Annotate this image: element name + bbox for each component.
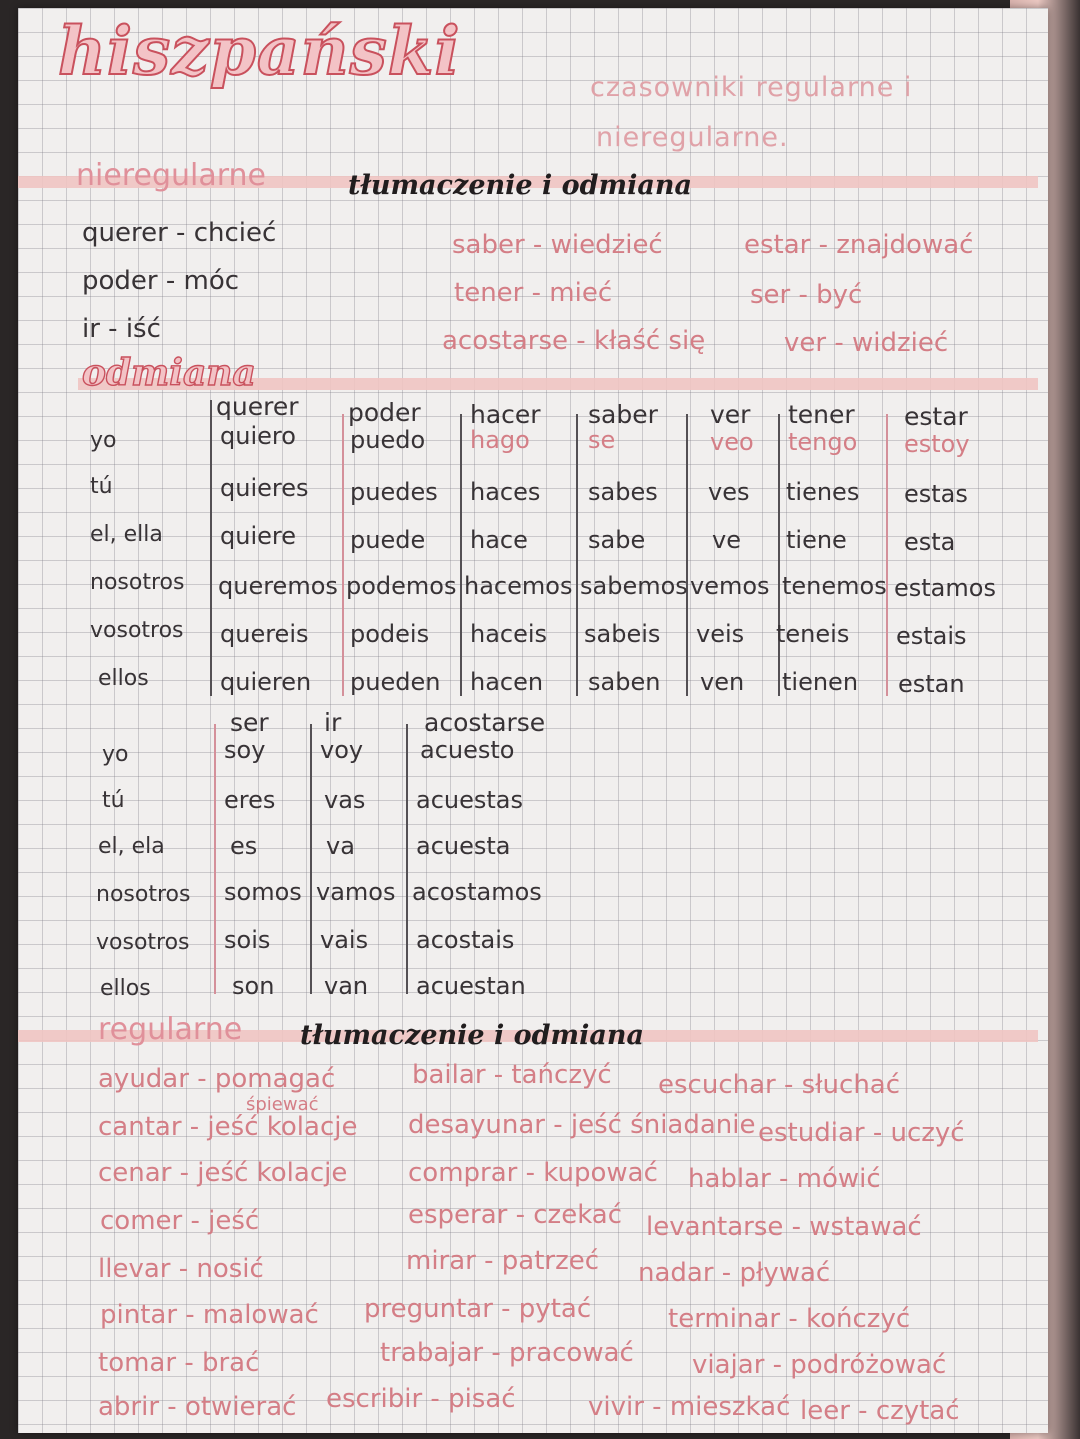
table1-cell: sabes	[588, 478, 658, 506]
table1-divider	[686, 414, 688, 696]
table1-cell: sabe	[588, 526, 646, 554]
table1-header: tener	[788, 400, 855, 429]
vocab-item: escribir - pisać	[326, 1384, 516, 1414]
vocab-item: estudiar - uczyć	[758, 1118, 965, 1148]
table1-cell: veo	[710, 428, 754, 456]
table2-header: ir	[324, 708, 342, 737]
vocab-item: preguntar - pytać	[364, 1294, 592, 1324]
table2-cell: eres	[224, 786, 276, 814]
table1-divider	[886, 414, 888, 696]
table1-cell: estoy	[904, 430, 970, 458]
table1-cell: esta	[904, 528, 956, 556]
table1-divider	[210, 400, 212, 696]
pronoun-tu: tú	[90, 474, 113, 499]
table2-cell: acuestan	[416, 972, 526, 1000]
table1-cell: tienes	[786, 478, 860, 506]
table1-cell: estamos	[894, 574, 996, 602]
vocab-item: mirar - patrzeć	[406, 1246, 600, 1276]
vocab-saber: saber - wiedzieć	[452, 230, 663, 260]
table2-cell: vais	[320, 926, 369, 954]
vocab-item: esperar - czekać	[408, 1200, 623, 1230]
vocab-item: ayudar - pomagać	[98, 1064, 336, 1094]
table1-cell: hace	[470, 526, 528, 554]
table1-cell: estais	[896, 622, 967, 650]
vocab-correction: śpiewać	[246, 1094, 319, 1115]
pronoun-yo: yo	[102, 742, 129, 767]
table2-cell: son	[232, 972, 275, 1000]
irregular-heading: tłumaczenie i odmiana	[348, 170, 692, 201]
table2-header: acostarse	[424, 708, 546, 737]
table1-cell: ven	[700, 668, 745, 696]
table1-divider	[342, 414, 344, 696]
vocab-item: viajar - podróżować	[692, 1350, 947, 1380]
page-title: hiszpański	[58, 12, 461, 90]
table1-cell: tiene	[786, 526, 847, 554]
table2-divider	[310, 724, 312, 994]
table1-divider	[576, 414, 578, 696]
table1-cell: quieres	[220, 474, 309, 502]
table2-cell: acostamos	[412, 878, 542, 906]
table1-header: estar	[904, 402, 968, 431]
table1-header: ver	[710, 400, 751, 429]
table1-cell: queremos	[218, 572, 338, 600]
pronoun-el: el, ela	[98, 834, 165, 859]
vocab-poder: poder - móc	[82, 266, 240, 296]
subtitle-line-1: czasowniki regularne i	[590, 72, 913, 103]
table2-cell: vamos	[316, 878, 396, 906]
table1-cell: pueden	[350, 668, 441, 696]
table1-cell: tenemos	[782, 572, 887, 600]
table2-cell: va	[326, 832, 355, 860]
vocab-item: tomar - brać	[98, 1348, 260, 1378]
table1-cell: veis	[696, 620, 745, 648]
table1-cell: puede	[350, 526, 426, 554]
table1-cell: puedo	[350, 426, 426, 454]
table1-cell: tienen	[782, 668, 859, 696]
pronoun-ellos: ellos	[98, 666, 149, 691]
vocab-querer: querer - chcieć	[82, 218, 277, 248]
table1-cell: quiero	[220, 422, 296, 450]
irregular-label: nieregularne	[76, 158, 266, 193]
table1-cell: tengo	[788, 428, 858, 456]
table2-cell: somos	[224, 878, 302, 906]
vocab-item: desayunar - jeść śniadanie	[408, 1110, 756, 1140]
vocab-item: nadar - pływać	[638, 1258, 831, 1288]
subtitle-line-2: nieregularne.	[596, 122, 789, 153]
vocab-item: leer - czytać	[800, 1396, 960, 1426]
vocab-tener: tener - mieć	[454, 278, 613, 308]
vocab-item: cantar - jeść kolacje	[98, 1112, 358, 1142]
pronoun-vosotros: vosotros	[90, 618, 184, 643]
table1-cell: hago	[470, 426, 530, 454]
table1-cell: ve	[712, 526, 741, 554]
table1-cell: teneis	[776, 620, 850, 648]
vocab-ir: ir - iść	[82, 314, 161, 344]
vocab-item: levantarse - wstawać	[646, 1212, 922, 1242]
table2-cell: acuestas	[416, 786, 524, 814]
vocab-item: cenar - jeść kolacje	[98, 1158, 348, 1188]
vocab-item: escuchar - słuchać	[658, 1070, 901, 1100]
table2-cell: acuesta	[416, 832, 511, 860]
table1-cell: podemos	[346, 572, 457, 600]
table2-cell: soy	[224, 736, 266, 764]
table1-cell: sabemos	[580, 572, 688, 600]
table1-cell: sabeis	[584, 620, 661, 648]
table1-cell: podeis	[350, 620, 430, 648]
table1-divider	[460, 414, 462, 696]
table1-cell: hacen	[470, 668, 544, 696]
odmiana-label: odmiana	[82, 352, 256, 394]
table2-cell: acostais	[416, 926, 515, 954]
table1-cell: quereis	[220, 620, 309, 648]
vocab-item: comer - jeść	[100, 1206, 260, 1236]
regular-heading: tłumaczenie i odmiana	[300, 1020, 644, 1051]
table1-cell: ves	[708, 478, 750, 506]
table1-divider	[778, 414, 780, 696]
table2-cell: vas	[324, 786, 366, 814]
vocab-ver: ver - widzieć	[784, 328, 949, 358]
table2-cell: sois	[224, 926, 271, 954]
table1-cell: quiere	[220, 522, 296, 550]
table1-cell: vemos	[690, 572, 770, 600]
table2-header: ser	[230, 708, 269, 737]
vocab-item: trabajar - pracować	[380, 1338, 634, 1368]
vocab-estar: estar - znajdować	[744, 230, 974, 260]
notebook-page	[18, 8, 1048, 1433]
table1-cell: estas	[904, 480, 968, 508]
table2-cell: van	[324, 972, 369, 1000]
table1-header: hacer	[470, 400, 541, 429]
table2-divider	[406, 724, 408, 994]
pronoun-ellos: ellos	[100, 976, 151, 1001]
vocab-item: vivir - mieszkać	[588, 1392, 791, 1422]
table1-cell: saben	[588, 668, 661, 696]
pronoun-tu: tú	[102, 788, 125, 813]
pronoun-yo: yo	[90, 428, 117, 453]
regular-label: regularne	[98, 1012, 243, 1047]
vocab-item: terminar - kończyć	[668, 1304, 911, 1334]
table2-cell: acuesto	[420, 736, 515, 764]
vocab-ser: ser - być	[750, 280, 863, 310]
vocab-item: llevar - nosić	[98, 1254, 264, 1284]
table1-header: saber	[588, 400, 658, 429]
table1-cell: haceis	[470, 620, 548, 648]
table1-cell: hacemos	[464, 572, 573, 600]
table1-cell: estan	[898, 670, 965, 698]
table1-header: poder	[348, 398, 421, 427]
vocab-item: abrir - otwierać	[98, 1392, 297, 1422]
table1-cell: haces	[470, 478, 541, 506]
vocab-item: pintar - malować	[100, 1300, 319, 1330]
table2-divider	[214, 724, 216, 994]
table2-cell: es	[230, 832, 258, 860]
vocab-item: comprar - kupować	[408, 1158, 658, 1188]
table1-cell: puedes	[350, 478, 438, 506]
vocab-acostarse: acostarse - kłaść się	[442, 326, 706, 356]
pronoun-el: el, ella	[90, 522, 163, 547]
pronoun-nosotros: nosotros	[90, 570, 185, 595]
table1-cell: se	[588, 426, 616, 454]
table1-cell: quieren	[220, 668, 312, 696]
pronoun-vosotros: vosotros	[96, 930, 190, 955]
vocab-item: bailar - tańczyć	[412, 1060, 612, 1090]
vocab-item: hablar - mówić	[688, 1164, 881, 1194]
table1-header: querer	[216, 392, 299, 421]
pronoun-nosotros: nosotros	[96, 882, 191, 907]
table2-cell: voy	[320, 736, 364, 764]
